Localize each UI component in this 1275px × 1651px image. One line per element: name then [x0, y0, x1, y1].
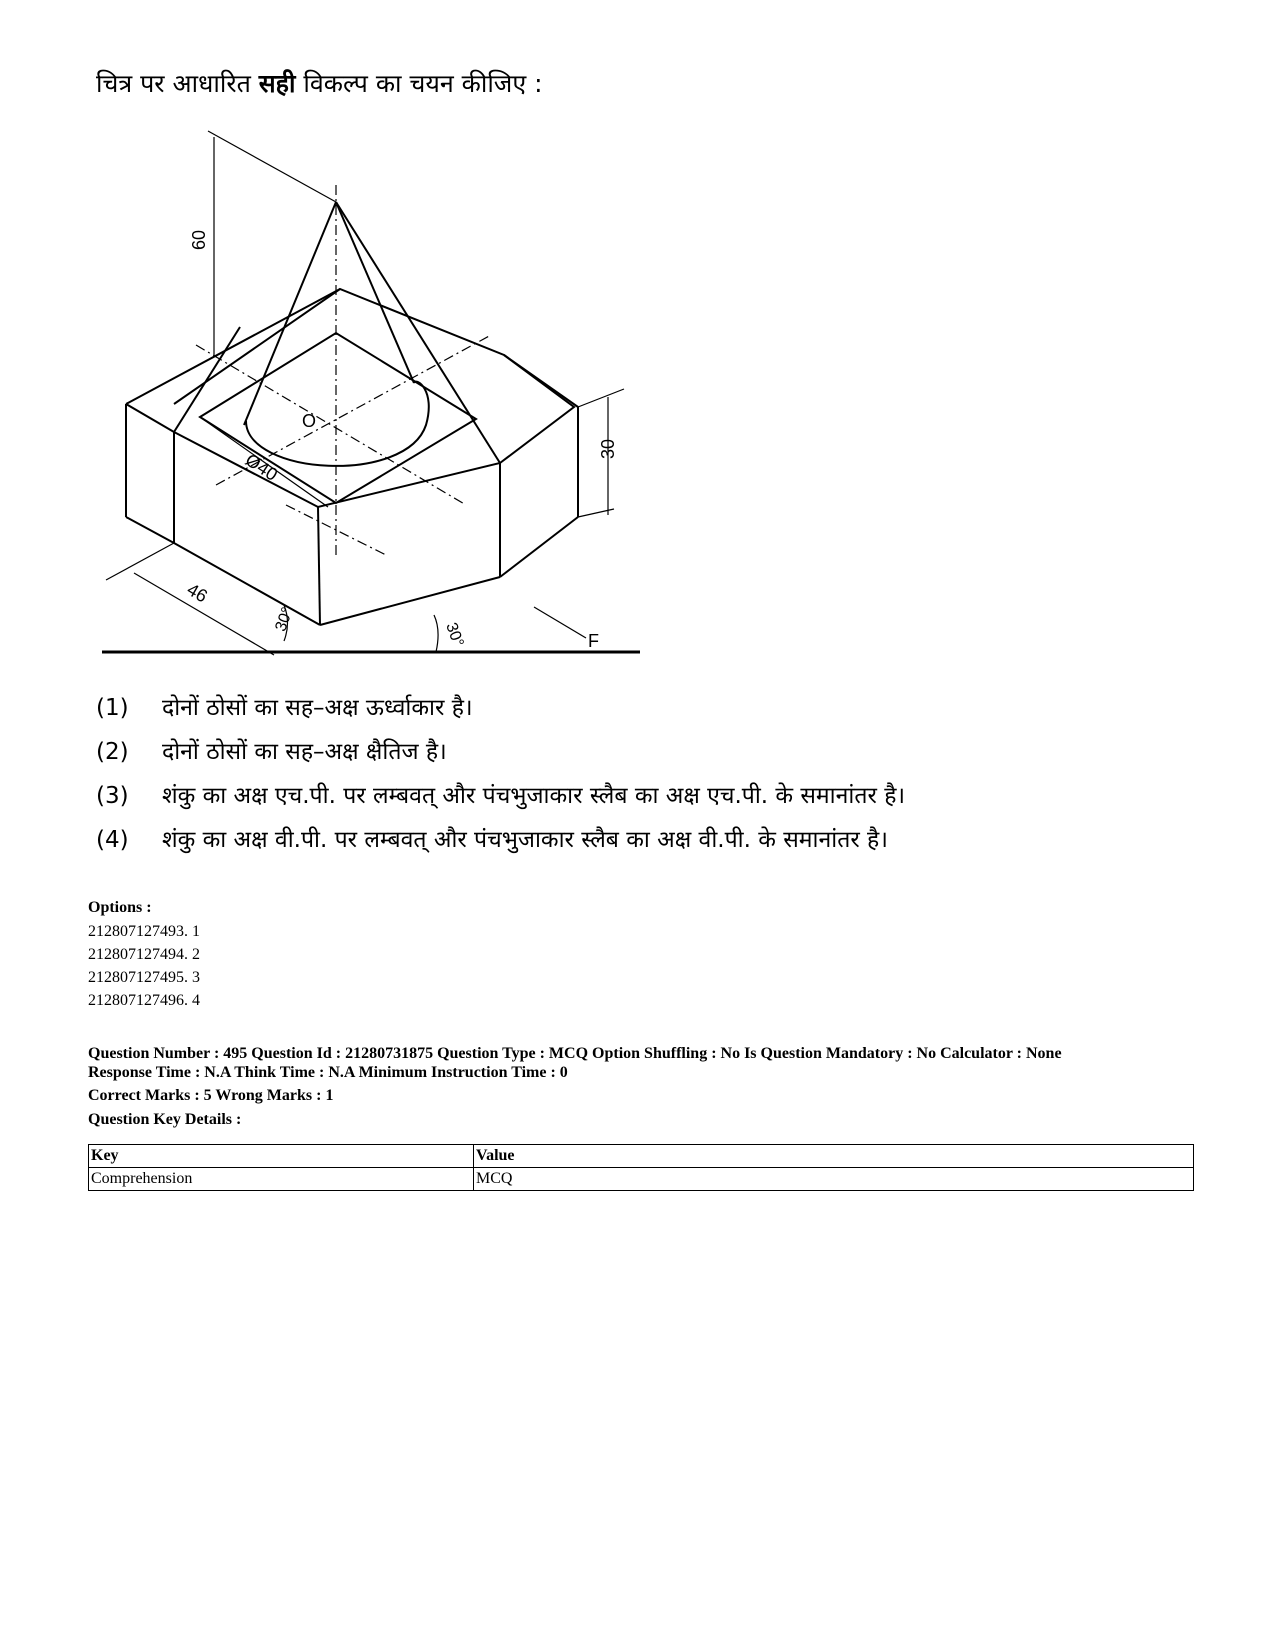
- marks-line: Correct Marks : 5 Wrong Marks : 1: [88, 1087, 334, 1104]
- statement-text: दोनों ठोसों का सह–अक्ष ऊर्ध्वाकार है।: [162, 695, 473, 721]
- table-row: [89, 1168, 1194, 1191]
- table-cell-key: Comprehension: [89, 1168, 474, 1191]
- statement-number: (1): [96, 695, 129, 721]
- statement-2: [96, 734, 447, 766]
- statement-number: (2): [96, 739, 129, 765]
- cone-tangent-2: [174, 327, 240, 432]
- statement-text: शंकु का अक्ष एच.पी. पर लम्बवत् और पंचभुजाकार स्लैब का अक्ष एच.पी. के समानांतर है।: [162, 783, 906, 809]
- slab-top: [174, 289, 574, 507]
- label-center: O: [302, 411, 317, 431]
- key-details-title: Question Key Details :: [88, 1111, 242, 1128]
- label-angle-right: 30°: [442, 620, 467, 650]
- label-dia: Ø40: [241, 449, 282, 485]
- slab-bottom-4: [126, 517, 174, 543]
- heading-text-2: विकल्प का चयन कीजिए :: [295, 69, 543, 98]
- table-header-row: [89, 1145, 1194, 1168]
- table-header-key: Key: [89, 1145, 474, 1168]
- slab-bottom-2: [320, 577, 500, 625]
- heading-text-1: चित्र पर आधारित: [96, 69, 259, 98]
- statement-text: दोनों ठोसों का सह–अक्ष क्षैतिज है।: [162, 739, 447, 765]
- meta-line-1: Question Number : 495 Question Id : 21280731875 Question Type : MCQ Option Shuffling : No Is Question Mandatory : No Calculator : None: [88, 1045, 1062, 1062]
- dim-60-ext: [208, 131, 336, 202]
- statement-text: शंकु का अक्ष वी.पी. पर लम्बवत् और पंचभुजाकार स्लैब का अक्ष वी.पी. के समानांतर है।: [162, 827, 888, 853]
- front-arrow: [534, 607, 586, 638]
- option-1: 212807127493. 1: [88, 923, 200, 940]
- option-2: 212807127494. 2: [88, 946, 200, 963]
- heading-bold-word: सही: [258, 69, 296, 98]
- key-details-table: [88, 1144, 1194, 1191]
- option-3: 212807127495. 3: [88, 969, 200, 986]
- meta-line-2: Response Time : N.A Think Time : N.A Minimum Instruction Time : 0: [88, 1064, 568, 1081]
- statement-3: [96, 778, 905, 810]
- label-46: 46: [183, 579, 211, 607]
- slab-vert-3: [318, 507, 320, 625]
- statement-4: [96, 822, 888, 854]
- table-cell-value: MCQ: [474, 1168, 1194, 1191]
- option-4: 212807127496. 4: [88, 992, 200, 1009]
- angle-arc-right: [434, 615, 438, 652]
- label-30-height: 30: [598, 438, 618, 459]
- question-heading: [96, 66, 543, 100]
- slab-edge-2: [126, 404, 174, 432]
- cone-side-left: [244, 202, 336, 425]
- options-title: Options :: [88, 899, 152, 916]
- label-60: 60: [189, 229, 209, 250]
- table-header-value: Value: [474, 1145, 1194, 1168]
- cone-tangent-1: [336, 202, 500, 463]
- slab-edge-1: [126, 289, 340, 404]
- isometric-figure: [96, 125, 681, 690]
- statement-number: (3): [96, 783, 129, 809]
- statement-1: [96, 690, 473, 722]
- dim-46-ext: [106, 543, 174, 580]
- dim-30-ext-top: [578, 389, 624, 407]
- label-front: F: [588, 631, 599, 651]
- slab-edge-3: [504, 355, 578, 407]
- slab-bottom-3: [500, 517, 578, 577]
- statement-number: (4): [96, 827, 129, 853]
- label-angle-left: 30°: [272, 605, 297, 634]
